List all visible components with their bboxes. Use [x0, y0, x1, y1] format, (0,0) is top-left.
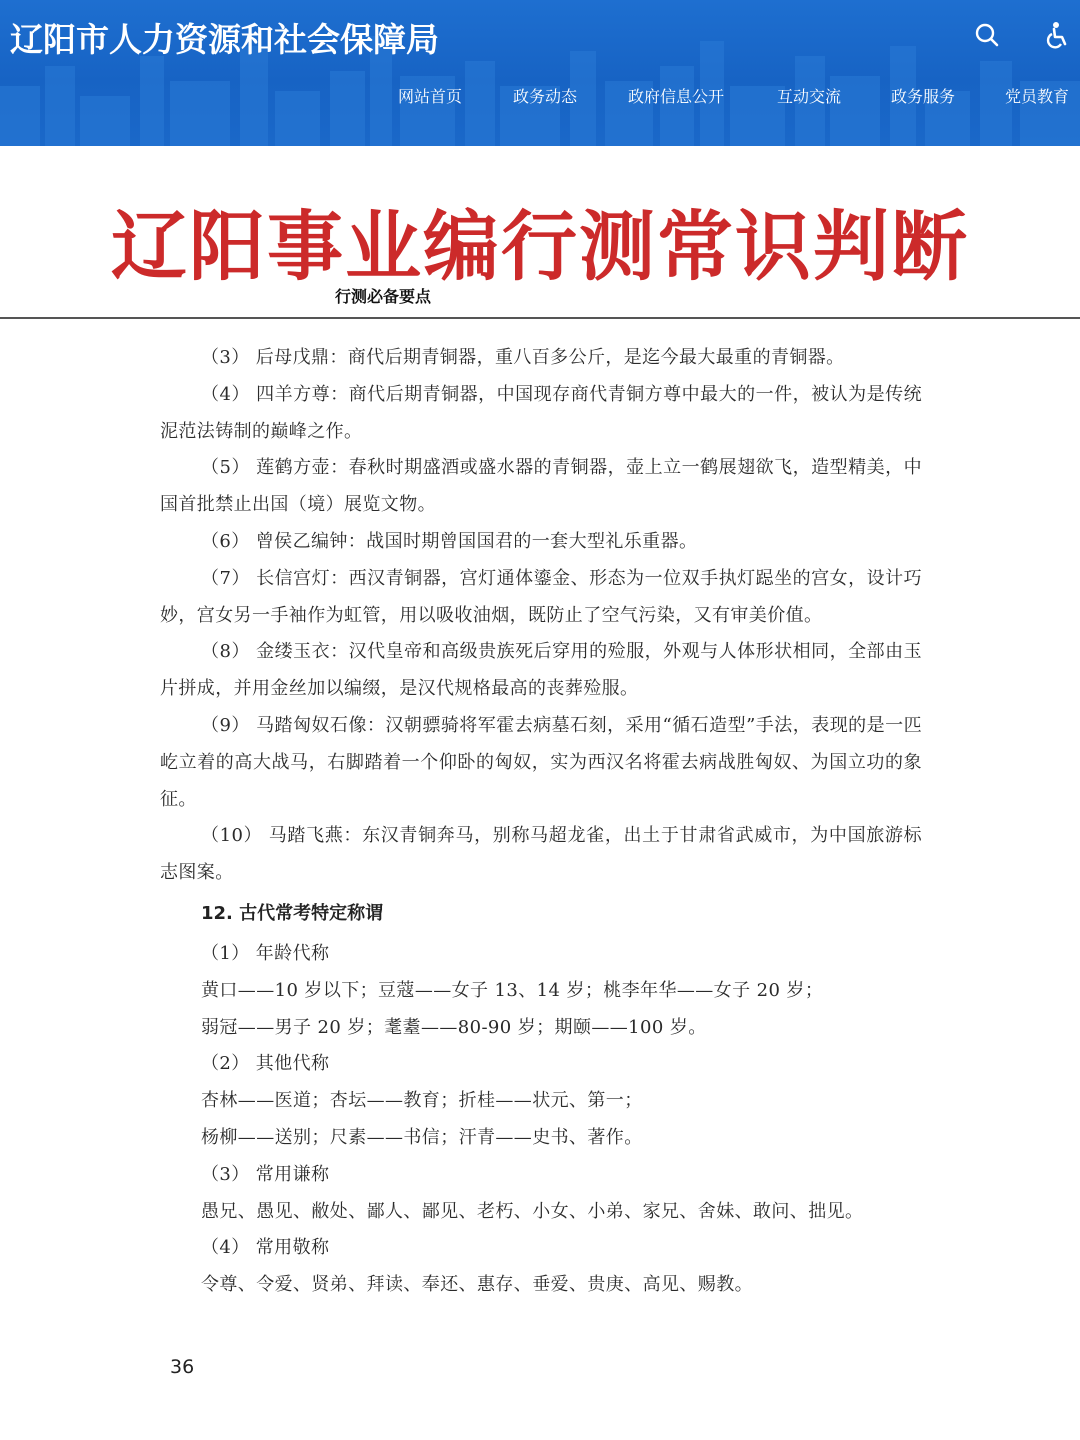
- accessibility-icon[interactable]: [1042, 20, 1072, 50]
- list-item: 杨柳——送别；尺素——书信；汗青——史书、著作。: [201, 1126, 643, 1148]
- paragraph: （8） 金缕玉衣：汉代皇帝和高级贵族死后穿用的殓服，外观与人体形状相同，全部由玉片拼成，并用金丝加以编缀，是汉代规格最高的丧葬殓服。: [160, 641, 922, 700]
- document-title: 辽阳事业编行测常识判断: [111, 202, 969, 291]
- nav-party-education[interactable]: 党员教育: [1005, 87, 1070, 106]
- paragraph: （9） 马踏匈奴石像：汉朝骠骑将军霍去病墓石刻，采用“循石造型”手法，表现的是一匹屹立着的高大战马，右脚踏着一个仰卧的匈奴，实为西汉名将霍去病战胜匈奴、为国立功的象征。: [160, 714, 922, 810]
- list-item: （4） 常用敬称: [201, 1237, 330, 1259]
- document-body: [160, 340, 922, 1304]
- paragraph: （4） 四羊方尊：商代后期青铜器，中国现存商代青铜方尊中最大的一件，被认为是传统泥范法铸制的巅峰之作。: [160, 383, 922, 442]
- list-item: （3） 常用谦称: [201, 1163, 330, 1185]
- header-icons: [972, 20, 1072, 50]
- list-item: 黄口——10 岁以下；豆蔻——女子 13、14 岁；桃李年华——女子 20 岁；: [201, 979, 824, 1001]
- list-item: （2） 其他代称: [201, 1053, 330, 1075]
- nav-news[interactable]: 政务动态: [513, 87, 578, 106]
- paragraph: （6） 曾侯乙编钟：战国时期曾国国君的一套大型礼乐重器。: [201, 530, 698, 552]
- nav-services[interactable]: 政务服务: [891, 87, 956, 106]
- site-title[interactable]: 辽阳市人力资源和社会保障局: [10, 20, 439, 59]
- main-nav: [0, 84, 1080, 108]
- list-item: 愚兄、愚见、敝处、鄙人、鄙见、老朽、小女、小弟、家兄、舍妹、敢问、拙见。: [201, 1200, 864, 1222]
- paragraph: （10） 马踏飞燕：东汉青铜奔马，别称马超龙雀，出土于甘肃省武威市，为中国旅游标志图案。: [160, 825, 922, 884]
- site-header: [0, 0, 1080, 146]
- list-item: 杏林——医道；杏坛——教育；折桂——状元、第一；: [201, 1090, 643, 1112]
- paragraph: （3） 后母戊鼎：商代后期青铜器，重八百多公斤，是迄今最大最重的青铜器。: [201, 347, 845, 368]
- nav-info-disclosure[interactable]: 政府信息公开: [628, 87, 725, 106]
- title-divider: [0, 317, 1080, 319]
- nav-home[interactable]: 网站首页: [398, 87, 463, 106]
- nav-interaction[interactable]: 互动交流: [777, 87, 842, 106]
- list-item: 令尊、令爱、贤弟、拜读、奉还、惠存、垂爱、贵庚、高见、赐教。: [201, 1274, 753, 1296]
- list-item: 弱冠——男子 20 岁；耄耋——80-90 岁；期颐——100 岁。: [201, 1016, 707, 1038]
- list-item: （1） 年龄代称: [201, 942, 330, 964]
- paragraph: （5） 莲鹤方壶：春秋时期盛酒或盛水器的青铜器，壶上立一鹤展翅欲飞，造型精美，中国首批禁止出国（境）展览文物。: [160, 457, 922, 516]
- document-subtitle: 行测必备要点: [335, 287, 432, 306]
- paragraph: （7） 长信宫灯：西汉青铜器，宫灯通体鎏金、形态为一位双手执灯跽坐的宫女，设计巧妙，宫女另一手袖作为虹管，用以吸收油烟，既防止了空气污染，又有审美价值。: [160, 567, 922, 626]
- section-heading: 12. 古代常考特定称谓: [201, 902, 384, 924]
- search-icon[interactable]: [972, 20, 1002, 50]
- page-number: 36: [170, 1356, 195, 1378]
